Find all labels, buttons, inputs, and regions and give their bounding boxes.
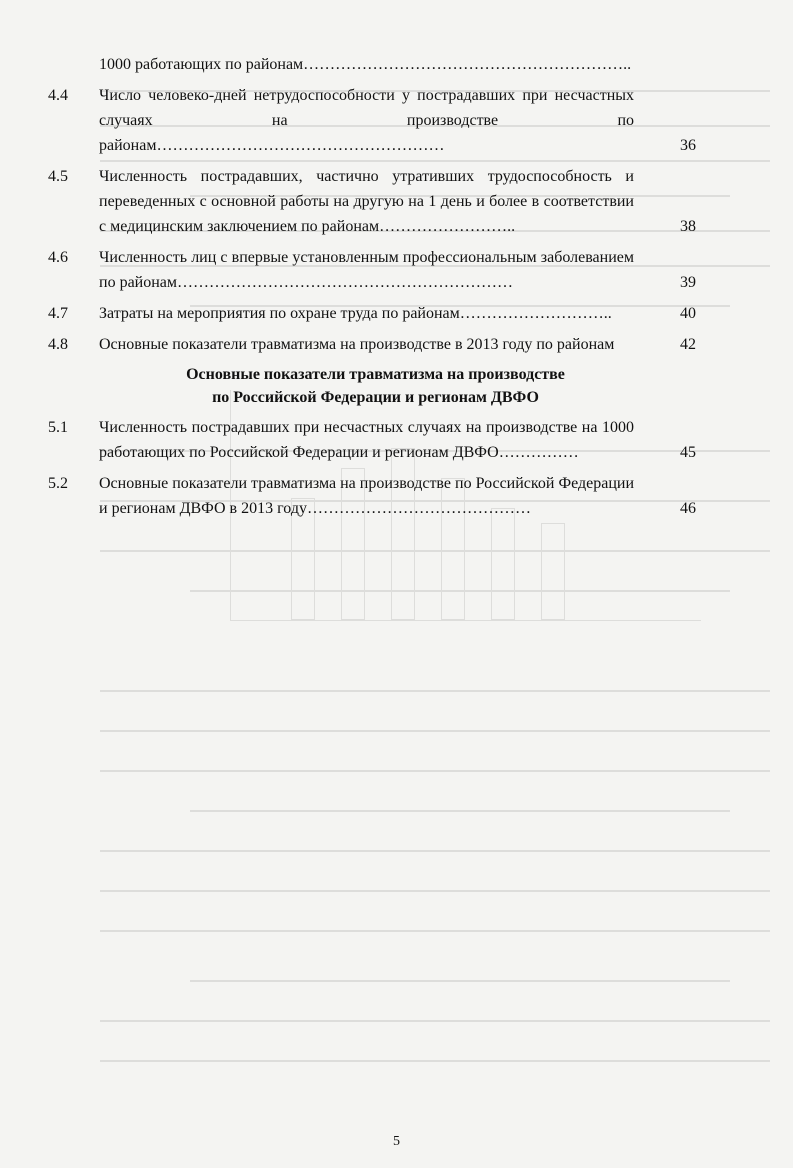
toc-entry[interactable]: [48, 332, 696, 357]
toc-entry-number: 4.6: [48, 249, 68, 266]
toc-entry-title: Затраты на мероприятия по охране труда по районам………………………..: [99, 305, 612, 322]
toc-entry-title: Численность пострадавших при несчастных случаях на производстве на 1000 работающих по Российской Федерации и регионам ДВФО……………: [99, 419, 634, 461]
toc-entry-page: 39: [680, 274, 696, 291]
toc-entry[interactable]: [48, 245, 696, 295]
toc-entry-title: Численность лиц с впервые установленным профессиональным заболеванием по районам………………………………………………………: [99, 249, 634, 291]
toc-entry[interactable]: [48, 164, 696, 239]
toc-entry-number: 4.8: [48, 336, 68, 353]
toc-entry-title: Основные показатели травматизма на производстве в 2013 году по районам: [99, 336, 615, 353]
toc-list-part2: [48, 415, 696, 521]
toc-entry[interactable]: [48, 301, 696, 326]
toc-entry-number: 4.7: [48, 305, 68, 322]
toc-entry-page: 38: [680, 218, 696, 235]
toc-entry-number: 4.4: [48, 87, 68, 104]
toc-entry-title: Число человеко-дней нетрудоспособности у пострадавших при несчастных случаях на производстве по районам………………………………………………: [99, 87, 634, 154]
toc-entry[interactable]: [48, 471, 696, 521]
section-heading-line: Основные показатели травматизма на производстве: [186, 366, 565, 383]
toc-entry[interactable]: [48, 83, 696, 158]
toc-entry-page: 42: [680, 336, 696, 353]
section-heading: [48, 363, 703, 409]
toc-continued-line: 1000 работающих по районам……………………………………………………..: [99, 56, 632, 73]
toc-entry-number: 5.2: [48, 475, 68, 492]
toc-list-part1: [48, 83, 696, 357]
toc-entry-page: 40: [680, 305, 696, 322]
page-number: 5: [393, 1134, 400, 1149]
toc-entry-page: 36: [680, 137, 696, 154]
toc-entry-number: 5.1: [48, 419, 68, 436]
toc-entry-number: 4.5: [48, 168, 68, 185]
section-heading-line: по Российской Федерации и регионам ДВФО: [212, 389, 539, 406]
toc-entry-page: 45: [680, 444, 696, 461]
toc-entry-title: Численность пострадавших, частично утративших трудоспособность и переведенных с основной работы на другую на 1 день и более в соответствии с медицинским заключением по районам……………………..: [99, 168, 634, 235]
toc-entry[interactable]: [48, 415, 696, 465]
table-of-contents: [48, 52, 696, 527]
toc-entry-page: 46: [680, 500, 696, 517]
toc-entry-title: Основные показатели травматизма на производстве по Российской Федерации и регионам ДВФО в 2013 году……………………………………: [99, 475, 634, 517]
